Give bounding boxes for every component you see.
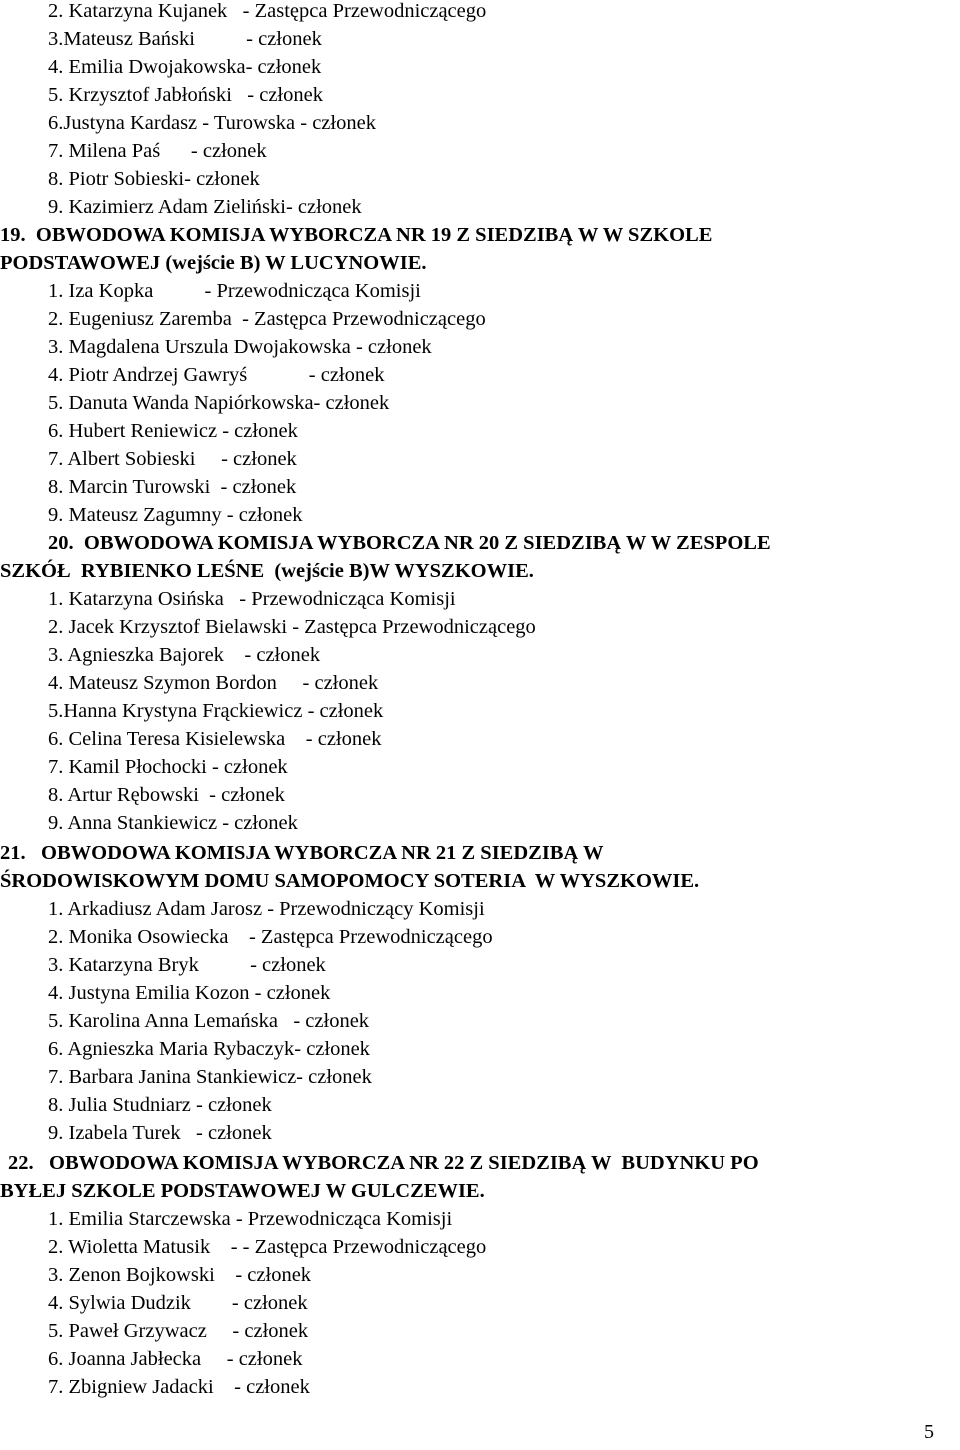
commission-heading-line: 19. OBWODOWA KOMISJA WYBORCZA NR 19 Z SIEDZIBĄ W W SZKOLE: [0, 224, 713, 246]
member-line: 1. Arkadiusz Adam Jarosz - Przewodniczący Komisji: [48, 898, 485, 920]
commission-heading-line: BYŁEJ SZKOLE PODSTAWOWEJ W GULCZEWIE.: [0, 1180, 485, 1202]
member-line: 5. Danuta Wanda Napiórkowska- członek: [48, 392, 390, 414]
member-line: 8. Artur Rębowski - członek: [48, 784, 285, 806]
member-line: 5.Hanna Krystyna Frąckiewicz - członek: [48, 700, 384, 722]
member-line: 3. Agnieszka Bajorek - członek: [48, 644, 321, 666]
member-line: 9. Mateusz Zagumny - członek: [48, 504, 303, 526]
member-line: 8. Piotr Sobieski- członek: [48, 168, 260, 190]
member-line: 4. Sylwia Dudzik - członek: [48, 1292, 308, 1314]
member-line: 2. Monika Osowiecka - Zastępca Przewodniczącego: [48, 926, 493, 948]
commission-heading-line: PODSTAWOWEJ (wejście B) W LUCYNOWIE.: [0, 252, 427, 274]
member-line: 9. Anna Stankiewicz - członek: [48, 812, 298, 834]
member-line: 6. Agnieszka Maria Rybaczyk- członek: [48, 1038, 370, 1060]
member-line: 6. Hubert Reniewicz - członek: [48, 420, 298, 442]
member-line: 5. Karolina Anna Lemańska - członek: [48, 1010, 370, 1032]
member-line: 2. Eugeniusz Zaremba - Zastępca Przewodniczącego: [48, 308, 486, 330]
member-line: 5. Paweł Grzywacz - członek: [48, 1320, 309, 1342]
member-line: 4. Mateusz Szymon Bordon - członek: [48, 672, 379, 694]
member-line: 7. Milena Paś - członek: [48, 140, 267, 162]
member-line: 6.Justyna Kardasz - Turowska - członek: [48, 112, 376, 134]
member-line: 7. Albert Sobieski - członek: [48, 448, 297, 470]
member-line: 3. Katarzyna Bryk - członek: [48, 954, 326, 976]
member-line: 2. Wioletta Matusik - - Zastępca Przewodniczącego: [48, 1236, 487, 1258]
member-line: 6. Joanna Jabłecka - członek: [48, 1348, 303, 1370]
member-line: 6. Celina Teresa Kisielewska - członek: [48, 728, 382, 750]
member-line: 4. Justyna Emilia Kozon - członek: [48, 982, 331, 1004]
member-line: 3. Zenon Bojkowski - członek: [48, 1264, 312, 1286]
commission-heading-line: 22. OBWODOWA KOMISJA WYBORCZA NR 22 Z SIEDZIBĄ W BUDYNKU PO: [8, 1152, 759, 1174]
member-line: 3.Mateusz Bański - członek: [48, 28, 322, 50]
member-line: 1. Iza Kopka - Przewodnicząca Komisji: [48, 280, 421, 302]
member-line: 1. Katarzyna Osińska - Przewodnicząca Komisji: [48, 588, 456, 610]
member-line: 9. Kazimierz Adam Zieliński- członek: [48, 196, 362, 218]
member-line: 7. Barbara Janina Stankiewicz- członek: [48, 1066, 372, 1088]
member-line: 8. Julia Studniarz - członek: [48, 1094, 272, 1116]
member-line: 2. Katarzyna Kujanek - Zastępca Przewodniczącego: [48, 0, 487, 22]
member-line: 3. Magdalena Urszula Dwojakowska - członek: [48, 336, 432, 358]
commission-heading-line: 20. OBWODOWA KOMISJA WYBORCZA NR 20 Z SIEDZIBĄ W W ZESPOLE: [48, 532, 771, 554]
member-line: 1. Emilia Starczewska - Przewodnicząca Komisji: [48, 1208, 453, 1230]
member-line: 9. Izabela Turek - członek: [48, 1122, 272, 1144]
member-line: 5. Krzysztof Jabłoński - członek: [48, 84, 323, 106]
member-line: 4. Piotr Andrzej Gawryś - członek: [48, 364, 385, 386]
commission-heading-line: ŚRODOWISKOWYM DOMU SAMOPOMOCY SOTERIA W WYSZKOWIE.: [0, 870, 700, 892]
page-number: 5: [924, 1421, 934, 1443]
member-line: 8. Marcin Turowski - członek: [48, 476, 297, 498]
commission-heading-line: 21. OBWODOWA KOMISJA WYBORCZA NR 21 Z SIEDZIBĄ W: [0, 842, 604, 864]
member-line: 2. Jacek Krzysztof Bielawski - Zastępca Przewodniczącego: [48, 616, 536, 638]
commission-heading-line: SZKÓŁ RYBIENKO LEŚNE (wejście B)W WYSZKOWIE.: [0, 560, 534, 582]
member-line: 7. Zbigniew Jadacki - członek: [48, 1376, 310, 1398]
member-line: 4. Emilia Dwojakowska- członek: [48, 56, 322, 78]
member-line: 7. Kamil Płochocki - członek: [48, 756, 288, 778]
